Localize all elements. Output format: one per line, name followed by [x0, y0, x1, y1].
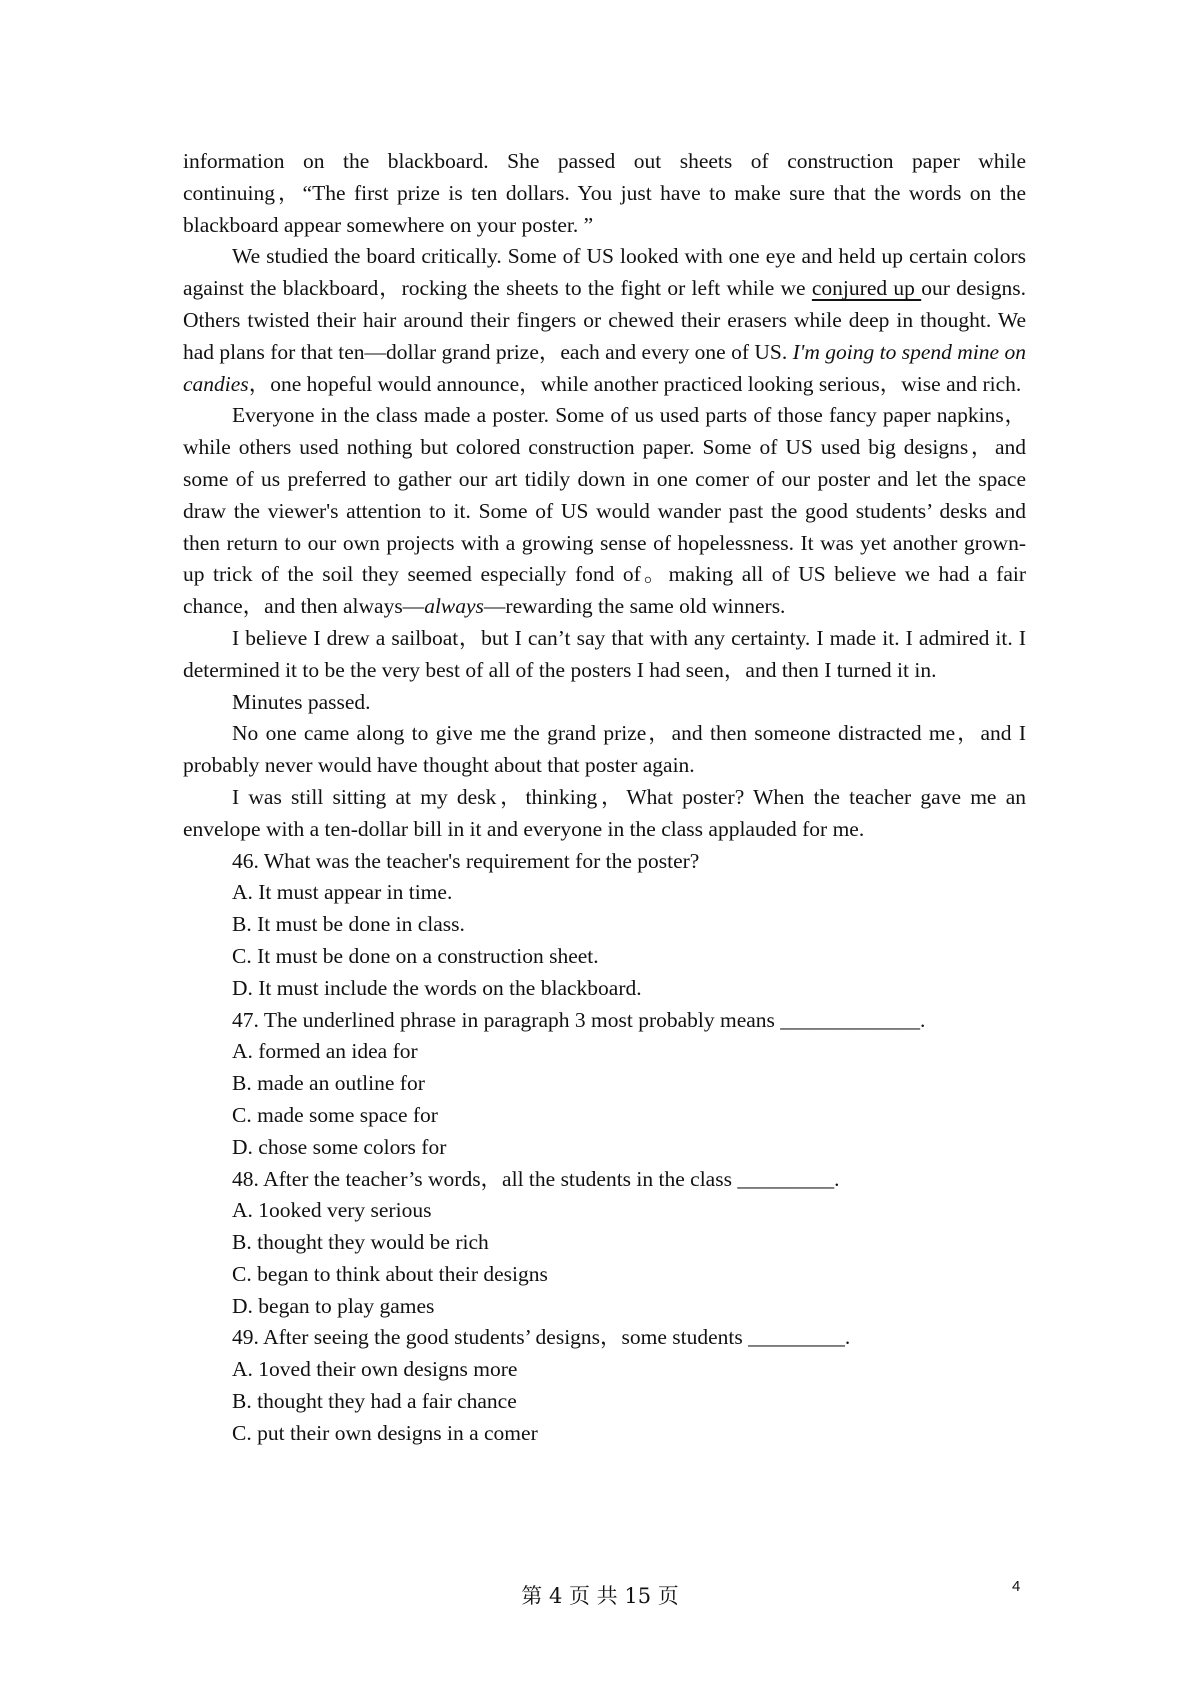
question-49 [183, 1322, 1026, 1449]
answer-option: B. It must be done in class. [232, 912, 465, 937]
question-stem: 49. After seeing the good students’ designs，some students _________. [232, 1325, 851, 1350]
answer-option: B. thought they had a fair chance [232, 1389, 517, 1414]
paragraph-intro: information on the blackboard. She passed out sheets of construction paper while continuing，“The first prize is ten dollars. You just have to make sure that the words on the blackboard appear somewhere on your poster. ” [183, 149, 1026, 237]
question-47 [183, 1005, 1026, 1164]
answer-option: B. thought they would be rich [232, 1230, 489, 1255]
answer-option: A. 1ooked very serious [232, 1198, 432, 1223]
underlined-phrase: conjured up [811, 276, 922, 301]
answer-option: C. began to think about their designs [232, 1261, 548, 1286]
passage-content [183, 146, 1026, 1450]
paragraph-3-italic-quote: I'm going to spend mine on candies [183, 339, 1026, 396]
paragraph-4 [183, 400, 1026, 623]
answer-option: D. chose some colors for [232, 1134, 447, 1159]
answer-option: B. made an outline for [232, 1071, 425, 1096]
question-stem: 48. After the teacher’s words，all the students in the class _________. [232, 1166, 840, 1191]
answer-option: D. It must include the words on the blackboard. [232, 975, 642, 1000]
paragraph-8: I was still sitting at my desk，thinking，What poster? When the teacher gave me an envelope with a ten-dollar bill in it and everyone in the class applauded for me. [183, 784, 1026, 841]
answer-option: A. 1oved their own designs more [232, 1357, 518, 1382]
answer-option: C. put their own designs in a comer [232, 1420, 538, 1445]
question-stem: 47. The underlined phrase in paragraph 3 most probably means _____________. [232, 1007, 926, 1032]
paragraph-3 [183, 241, 1026, 400]
answer-option: C. made some space for [232, 1102, 438, 1127]
answer-option: C. It must be done on a construction sheet. [232, 943, 599, 968]
answer-option: D. began to play games [232, 1293, 435, 1318]
paragraph-4-text-a: Everyone in the class made a poster. Some of us used parts of those fancy paper napkins， while others used nothing but colored construction paper. Some of US used big designs，and some of us preferred to gather our art tidily down in one comer of our poster and let the space draw the viewer's attention to it. Some of US would wander past the good students’ desks and then return to our own projects with a growing sense of hopelessness. It was yet another grown-up trick of the soil they seemed especially fond of。making all of US believe we had a fair chance，and then always— [183, 403, 1026, 619]
paragraph-3-text-b: our designs. Others twisted their hair around their fingers or chewed their erasers while deep in thought. We had plans for that ten—dollar grand prize，each and every one of US. [183, 276, 1027, 364]
paragraph-7: No one came along to give me the grand prize，and then someone distracted me，and I probably never would have thought about that poster again. [183, 721, 1026, 778]
paragraph-6: Minutes passed. [232, 689, 371, 714]
paragraph-4-italic-word: always [424, 594, 484, 619]
question-48 [183, 1164, 1026, 1323]
page-number: 4 [1012, 1578, 1021, 1595]
answer-option: A. formed an idea for [232, 1039, 418, 1064]
paragraph-5: I believe I drew a sailboat，but I can’t say that with any certainty. I made it. I admired it. I determined it to be the very best of all of the posters I had seen，and then I turned it in. [183, 625, 1026, 682]
page-footer-label: 第 4 页 共 15 页 [521, 1584, 679, 1608]
paragraph-4-text-b: —rewarding the same old winners. [483, 594, 786, 619]
paragraph-3-text-c: ，one hopeful would announce，while another practiced looking serious，wise and rich. [248, 371, 1022, 396]
question-stem: 46. What was the teacher's requirement for the poster? [232, 848, 700, 873]
answer-option: A. It must appear in time. [232, 880, 453, 905]
paragraph-3-text-a: We studied the board critically. Some of US looked with one eye and held up certain colors against the blackboard，rocking the sheets to the fight or left while we [183, 244, 1026, 301]
question-46 [183, 846, 1026, 1005]
